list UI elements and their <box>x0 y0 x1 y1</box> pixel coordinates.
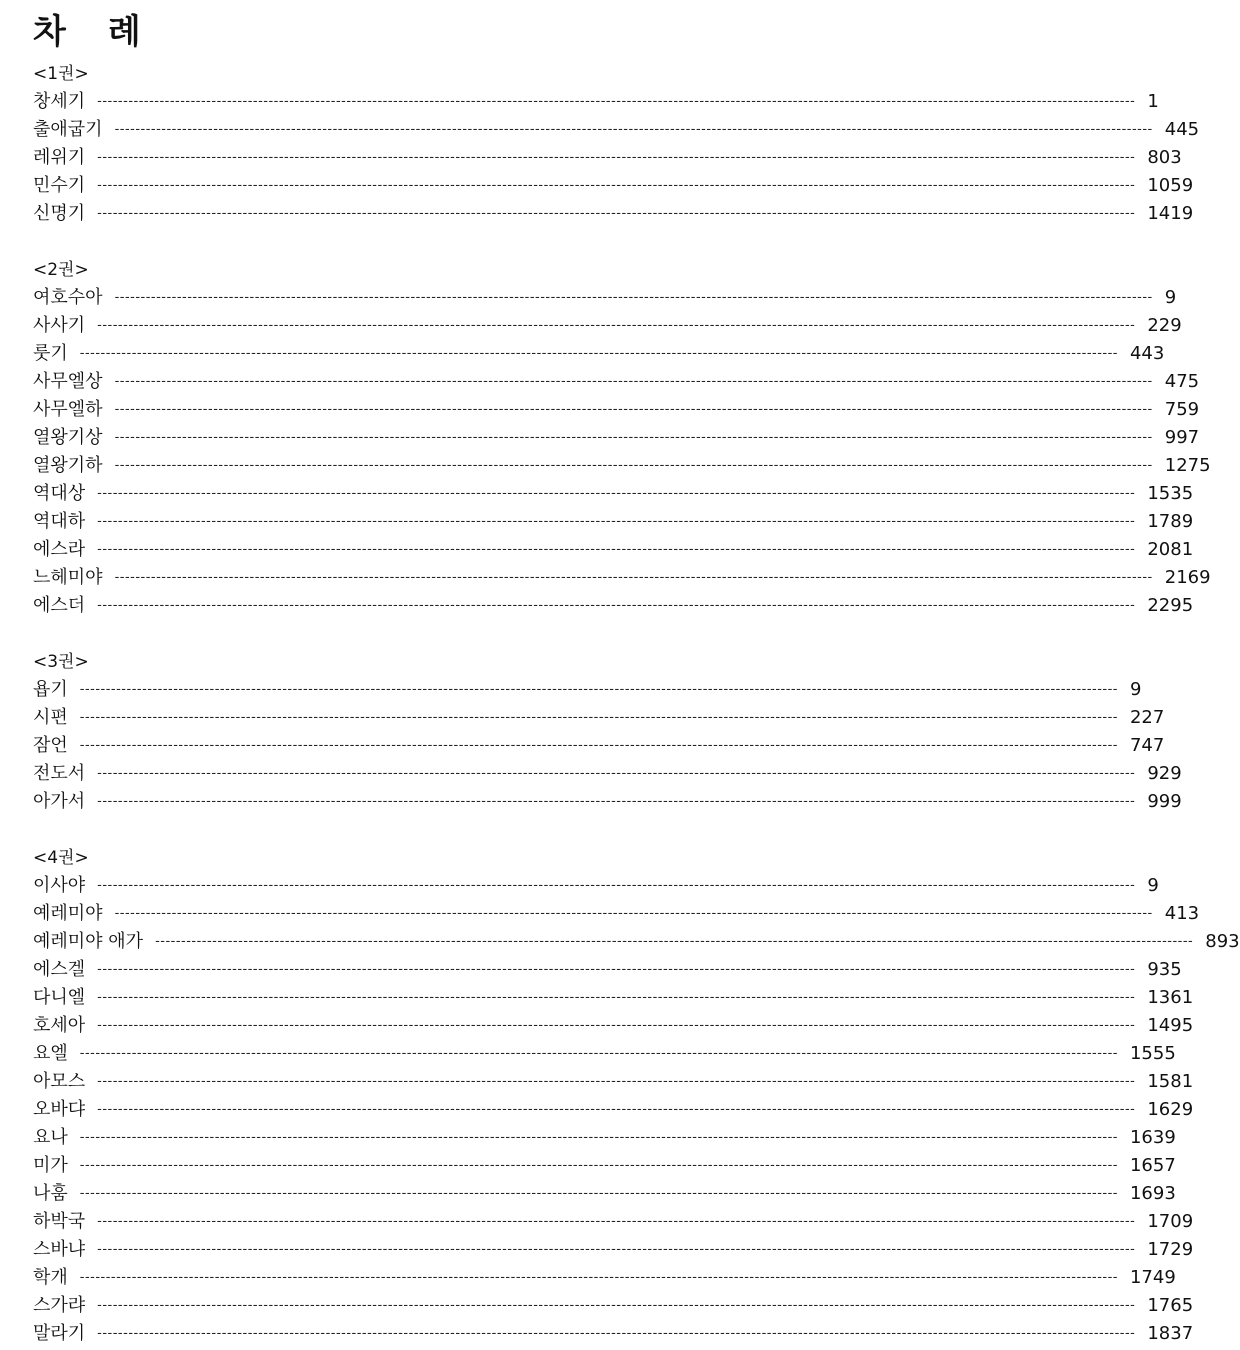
toc-entry <box>33 536 1194 564</box>
page-number: 1629 <box>1147 1099 1194 1120</box>
book-name: 나훔 <box>33 1183 68 1204</box>
book-name: 신명기 <box>33 203 86 224</box>
book-name: 느헤미야 <box>33 567 103 588</box>
book-name: 호세아 <box>33 1015 86 1036</box>
toc-entry <box>33 1320 1194 1348</box>
dot-leader: -------------------------------------------------------------------------------------------------------------------------------------------------------------------------------------------------------- <box>97 318 1136 333</box>
page-number: 1 <box>1147 91 1159 112</box>
dot-leader: -------------------------------------------------------------------------------------------------------------------------------------------------------------------------------------------------------- <box>79 346 1118 361</box>
toc-entry <box>33 1292 1194 1320</box>
book-name: 에스더 <box>33 595 86 616</box>
page-number: 999 <box>1147 791 1182 812</box>
page-number: 935 <box>1147 959 1182 980</box>
page-number: 227 <box>1129 707 1165 728</box>
toc-entry <box>33 200 1194 228</box>
toc-entry <box>33 760 1182 788</box>
book-name: 에스겔 <box>33 959 86 980</box>
page-number: 1555 <box>1129 1043 1176 1064</box>
page-number: 929 <box>1147 763 1182 784</box>
book-name: 예레미야 애가 <box>33 931 144 952</box>
page-number: 1059 <box>1147 175 1194 196</box>
page-number: 475 <box>1164 371 1200 392</box>
toc-entry <box>33 424 1200 452</box>
page-number: 2169 <box>1164 567 1211 588</box>
dot-leader: -------------------------------------------------------------------------------------------------------------------------------------------------------------------------------------------------------- <box>97 962 1136 977</box>
toc-entry <box>33 340 1165 368</box>
book-name: 역대상 <box>33 483 86 504</box>
book-name: 출애굽기 <box>33 119 103 140</box>
book-name: 말라기 <box>33 1323 86 1344</box>
page-number: 1709 <box>1147 1211 1194 1232</box>
toc-entry <box>33 1208 1194 1236</box>
book-name: 하박국 <box>33 1211 86 1232</box>
page-number: 1535 <box>1147 483 1194 504</box>
toc-entry <box>33 88 1159 116</box>
toc-entry <box>33 116 1200 144</box>
page-number: 1693 <box>1129 1183 1176 1204</box>
volume-heading: <1권> <box>33 64 89 84</box>
book-name: 레위기 <box>33 147 86 168</box>
volume-2-section <box>33 256 1211 620</box>
toc-entry <box>33 1264 1176 1292</box>
page-number: 1581 <box>1147 1071 1194 1092</box>
toc-entry <box>33 872 1159 900</box>
toc-entry <box>33 1180 1176 1208</box>
book-name: 역대하 <box>33 511 86 532</box>
page-number: 1639 <box>1129 1127 1176 1148</box>
toc-entry <box>33 676 1142 704</box>
book-name: 요나 <box>33 1127 68 1148</box>
book-name: 사무엘상 <box>33 371 103 392</box>
toc-entry <box>33 1096 1194 1124</box>
dot-leader: -------------------------------------------------------------------------------------------------------------------------------------------------------------------------------------------------------- <box>114 122 1153 137</box>
book-name: 룻기 <box>33 343 68 364</box>
volume-heading: <2권> <box>33 260 89 280</box>
page-number: 1837 <box>1147 1323 1194 1344</box>
volume-heading: <3권> <box>33 652 89 672</box>
dot-leader: -------------------------------------------------------------------------------------------------------------------------------------------------------------------------------------------------------- <box>114 430 1153 445</box>
toc-entry <box>33 900 1200 928</box>
dot-leader: -------------------------------------------------------------------------------------------------------------------------------------------------------------------------------------------------------- <box>97 1242 1136 1257</box>
dot-leader: -------------------------------------------------------------------------------------------------------------------------------------------------------------------------------------------------------- <box>114 570 1153 585</box>
dot-leader: -------------------------------------------------------------------------------------------------------------------------------------------------------------------------------------------------------- <box>79 1046 1118 1061</box>
book-name: 잠언 <box>33 735 68 756</box>
page-number: 1749 <box>1129 1267 1176 1288</box>
dot-leader: -------------------------------------------------------------------------------------------------------------------------------------------------------------------------------------------------------- <box>97 1018 1136 1033</box>
page-number: 1361 <box>1147 987 1194 1008</box>
title-char-1: 차 <box>33 12 66 52</box>
book-name: 학개 <box>33 1267 68 1288</box>
page-number: 2081 <box>1147 539 1194 560</box>
dot-leader: -------------------------------------------------------------------------------------------------------------------------------------------------------------------------------------------------------- <box>155 934 1194 949</box>
book-name: 창세기 <box>33 91 86 112</box>
dot-leader: -------------------------------------------------------------------------------------------------------------------------------------------------------------------------------------------------------- <box>97 1298 1136 1313</box>
book-name: 요엘 <box>33 1043 68 1064</box>
book-name: 전도서 <box>33 763 86 784</box>
dot-leader: -------------------------------------------------------------------------------------------------------------------------------------------------------------------------------------------------------- <box>79 1158 1118 1173</box>
dot-leader: -------------------------------------------------------------------------------------------------------------------------------------------------------------------------------------------------------- <box>97 1326 1136 1341</box>
book-name: 사사기 <box>33 315 86 336</box>
volume-1-section <box>33 60 1200 228</box>
toc-entry <box>33 704 1165 732</box>
dot-leader: -------------------------------------------------------------------------------------------------------------------------------------------------------------------------------------------------------- <box>97 1102 1136 1117</box>
book-name: 스가랴 <box>33 1295 86 1316</box>
toc-entry <box>33 928 1240 956</box>
toc-entry <box>33 508 1194 536</box>
dot-leader: -------------------------------------------------------------------------------------------------------------------------------------------------------------------------------------------------------- <box>97 1214 1136 1229</box>
dot-leader: -------------------------------------------------------------------------------------------------------------------------------------------------------------------------------------------------------- <box>97 766 1136 781</box>
book-name: 민수기 <box>33 175 86 196</box>
page-number: 229 <box>1147 315 1182 336</box>
toc-entry <box>33 1236 1194 1264</box>
dot-leader: -------------------------------------------------------------------------------------------------------------------------------------------------------------------------------------------------------- <box>114 906 1153 921</box>
dot-leader: -------------------------------------------------------------------------------------------------------------------------------------------------------------------------------------------------------- <box>97 878 1136 893</box>
page-number: 1729 <box>1147 1239 1194 1260</box>
page-number: 893 <box>1205 931 1240 952</box>
toc-entry <box>33 452 1211 480</box>
toc-entry <box>33 732 1165 760</box>
dot-leader: -------------------------------------------------------------------------------------------------------------------------------------------------------------------------------------------------------- <box>114 458 1153 473</box>
toc-entry <box>33 788 1182 816</box>
toc-entry <box>33 1152 1176 1180</box>
page-number: 9 <box>1147 875 1159 896</box>
book-name: 오바댜 <box>33 1099 86 1120</box>
toc-entry <box>33 368 1200 396</box>
dot-leader: -------------------------------------------------------------------------------------------------------------------------------------------------------------------------------------------------------- <box>97 1074 1136 1089</box>
toc-entry <box>33 312 1182 340</box>
toc-entry <box>33 172 1194 200</box>
page-number: 1765 <box>1147 1295 1194 1316</box>
volume-heading: <4권> <box>33 848 89 868</box>
book-name: 아모스 <box>33 1071 86 1092</box>
page-number: 443 <box>1129 343 1165 364</box>
dot-leader: -------------------------------------------------------------------------------------------------------------------------------------------------------------------------------------------------------- <box>97 486 1136 501</box>
toc-entry <box>33 1040 1176 1068</box>
page-number: 2295 <box>1147 595 1194 616</box>
book-name: 여호수아 <box>33 287 103 308</box>
dot-leader: -------------------------------------------------------------------------------------------------------------------------------------------------------------------------------------------------------- <box>97 542 1136 557</box>
book-name: 미가 <box>33 1155 68 1176</box>
dot-leader: -------------------------------------------------------------------------------------------------------------------------------------------------------------------------------------------------------- <box>97 150 1136 165</box>
page-number: 747 <box>1129 735 1165 756</box>
book-name: 아가서 <box>33 791 86 812</box>
toc-entry <box>33 480 1194 508</box>
dot-leader: -------------------------------------------------------------------------------------------------------------------------------------------------------------------------------------------------------- <box>114 290 1153 305</box>
book-name: 열왕기상 <box>33 427 103 448</box>
book-name: 다니엘 <box>33 987 86 1008</box>
book-name: 스바냐 <box>33 1239 86 1260</box>
book-name: 에스라 <box>33 539 86 560</box>
book-name: 이사야 <box>33 875 86 896</box>
page-number: 1419 <box>1147 203 1194 224</box>
book-name: 시편 <box>33 707 68 728</box>
toc-entry <box>33 592 1194 620</box>
page-number: 9 <box>1129 679 1142 700</box>
dot-leader: -------------------------------------------------------------------------------------------------------------------------------------------------------------------------------------------------------- <box>114 402 1153 417</box>
book-name: 사무엘하 <box>33 399 103 420</box>
dot-leader: -------------------------------------------------------------------------------------------------------------------------------------------------------------------------------------------------------- <box>79 738 1118 753</box>
page-number: 997 <box>1164 427 1200 448</box>
toc-entry <box>33 1012 1194 1040</box>
volume-3-section <box>33 648 1182 816</box>
toc-entry <box>33 564 1211 592</box>
page-number: 759 <box>1164 399 1200 420</box>
dot-leader: -------------------------------------------------------------------------------------------------------------------------------------------------------------------------------------------------------- <box>79 682 1118 697</box>
page-number: 9 <box>1164 287 1177 308</box>
toc-entry <box>33 984 1194 1012</box>
dot-leader: -------------------------------------------------------------------------------------------------------------------------------------------------------------------------------------------------------- <box>79 710 1118 725</box>
book-name: 예레미야 <box>33 903 103 924</box>
dot-leader: -------------------------------------------------------------------------------------------------------------------------------------------------------------------------------------------------------- <box>97 794 1136 809</box>
dot-leader: -------------------------------------------------------------------------------------------------------------------------------------------------------------------------------------------------------- <box>97 178 1136 193</box>
page-title <box>33 10 141 54</box>
dot-leader: -------------------------------------------------------------------------------------------------------------------------------------------------------------------------------------------------------- <box>97 598 1136 613</box>
title-char-2: 례 <box>107 12 141 52</box>
page-number: 1275 <box>1164 455 1211 476</box>
page-number: 1495 <box>1147 1015 1194 1036</box>
dot-leader: -------------------------------------------------------------------------------------------------------------------------------------------------------------------------------------------------------- <box>79 1130 1118 1145</box>
page-number: 1657 <box>1129 1155 1176 1176</box>
toc-entry <box>33 1124 1176 1152</box>
page-number: 803 <box>1147 147 1182 168</box>
dot-leader: -------------------------------------------------------------------------------------------------------------------------------------------------------------------------------------------------------- <box>97 206 1136 221</box>
page-number: 445 <box>1164 119 1200 140</box>
page-number: 1789 <box>1147 511 1194 532</box>
dot-leader: -------------------------------------------------------------------------------------------------------------------------------------------------------------------------------------------------------- <box>79 1186 1118 1201</box>
toc-entry <box>33 956 1182 984</box>
toc-entry <box>33 396 1200 424</box>
page-number: 413 <box>1164 903 1200 924</box>
toc-entry <box>33 1068 1194 1096</box>
book-name: 욥기 <box>33 679 68 700</box>
dot-leader: -------------------------------------------------------------------------------------------------------------------------------------------------------------------------------------------------------- <box>97 94 1136 109</box>
dot-leader: -------------------------------------------------------------------------------------------------------------------------------------------------------------------------------------------------------- <box>97 514 1136 529</box>
dot-leader: -------------------------------------------------------------------------------------------------------------------------------------------------------------------------------------------------------- <box>97 990 1136 1005</box>
volume-4-section <box>33 844 1240 1348</box>
toc-entry <box>33 284 1177 312</box>
dot-leader: -------------------------------------------------------------------------------------------------------------------------------------------------------------------------------------------------------- <box>79 1270 1118 1285</box>
dot-leader: -------------------------------------------------------------------------------------------------------------------------------------------------------------------------------------------------------- <box>114 374 1153 389</box>
toc-entry <box>33 144 1182 172</box>
book-name: 열왕기하 <box>33 455 103 476</box>
